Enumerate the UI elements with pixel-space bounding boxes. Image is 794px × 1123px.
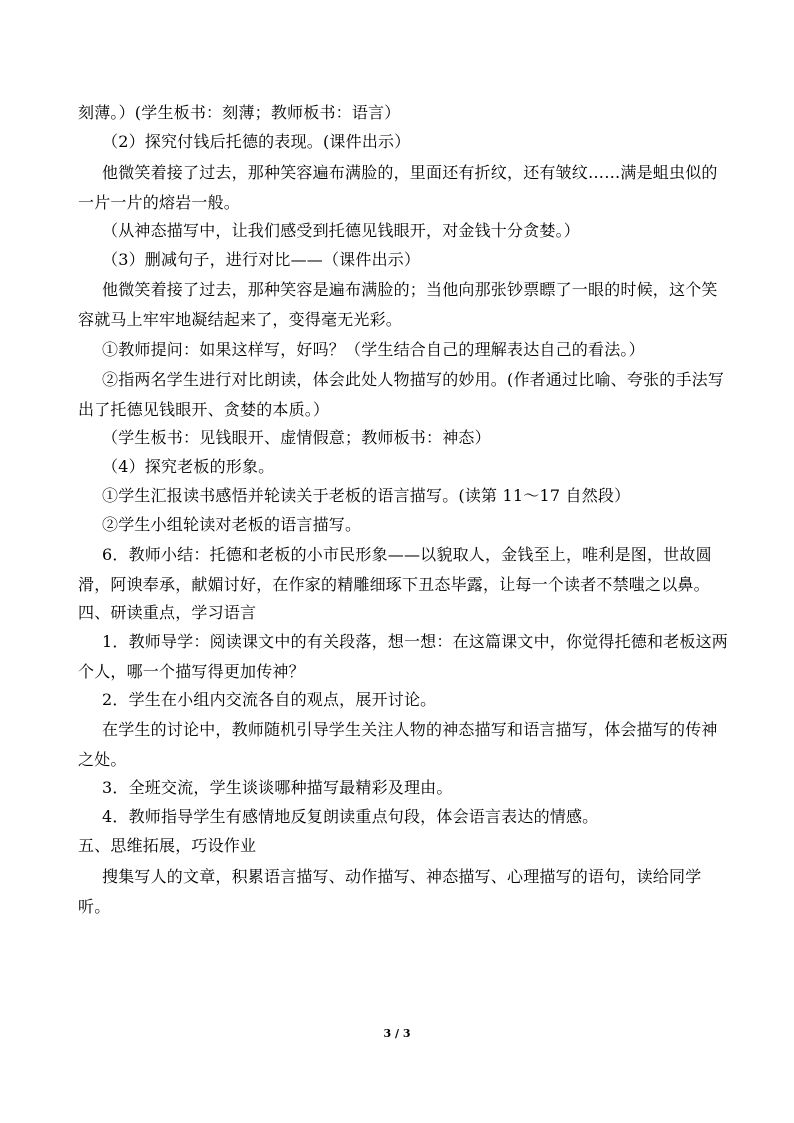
text-line: 2．学生在小组内交流各自的观点，展开讨论。: [102, 690, 437, 709]
text-line: ①教师提问：如果这样写，好吗？（学生结合自己的理解表达自己的看法。）: [102, 340, 645, 359]
text-line: 刻薄。）(学生板书：刻薄；教师板书：语言）: [78, 103, 401, 122]
text-line: 1．教师导学：阅读课文中的有关段落，想一想：在这篇课文中，你觉得托德和老板这两: [102, 632, 728, 651]
text-line: 6．教师小结：托德和老板的小市民形象——以貌取人，金钱至上，唯利是图，世故圆: [102, 545, 712, 564]
text-line: 容就马上牢牢地凝结起来了，变得毫无光彩。: [78, 310, 403, 329]
text-line: 一片一片的熔岩一般。: [78, 193, 241, 212]
text-line: 3．全班交流，学生谈谈哪种描写最精彩及理由。: [102, 778, 453, 797]
text-line: 听。: [78, 897, 111, 916]
text-line: ②学生小组轮读对老板的语言描写。: [102, 515, 362, 534]
text-line: （2）探究付钱后托德的表现。(课件出示）: [102, 132, 411, 151]
text-line: （学生板书：见钱眼开、虚情假意；教师板书：神态）: [102, 428, 491, 447]
text-line: （从神态描写中，让我们感受到托德见钱眼开，对金钱十分贪婪。）: [102, 221, 581, 240]
page-number: 3 / 3: [383, 1027, 411, 1040]
text-line: 之处。: [78, 750, 127, 769]
section-heading: 五、思维拓展，巧设作业: [78, 836, 257, 855]
text-line: ①学生汇报读书感悟并轮读关于老板的语言描写。(读第 11～17 自然段）: [102, 486, 631, 505]
text-line: 4．教师指导学生有感情地反复朗读重点句段，体会语言表达的情感。: [102, 807, 599, 826]
text-line: 在学生的讨论中，教师随机引导学生关注人物的神态描写和语言描写，体会描写的传神: [102, 720, 718, 739]
text-line: （4）探究老板的形象。: [102, 457, 275, 476]
section-heading: 四、研读重点，学习语言: [78, 603, 257, 622]
text-line: ②指两名学生进行对比朗读，体会此处人物描写的妙用。(作者通过比喻、夸张的手法写: [102, 370, 725, 389]
text-line: 滑，阿谀奉承，献媚讨好，在作家的精雕细琢下丑态毕露，让每一个读者不禁嗤之以鼻。: [78, 575, 710, 594]
text-line: （3）删减句子，进行对比——（课件出示）: [102, 250, 421, 269]
text-line: 他微笑着接了过去，那种笑容是遍布满脸的；当他向那张钞票瞟了一眼的时候，这个笑: [102, 280, 718, 299]
text-line: 出了托德见钱眼开、贪婪的本质。）: [78, 400, 330, 419]
text-line: 个人，哪一个描写得更加传神？: [78, 662, 305, 681]
text-line: 他微笑着接了过去，那种笑容遍布满脸的，里面还有折纹，还有皱纹……满是蛆虫似的: [102, 163, 718, 182]
text-line: 搜集写人的文章，积累语言描写、动作描写、神态描写、心理描写的语句，读给同学: [102, 867, 702, 886]
